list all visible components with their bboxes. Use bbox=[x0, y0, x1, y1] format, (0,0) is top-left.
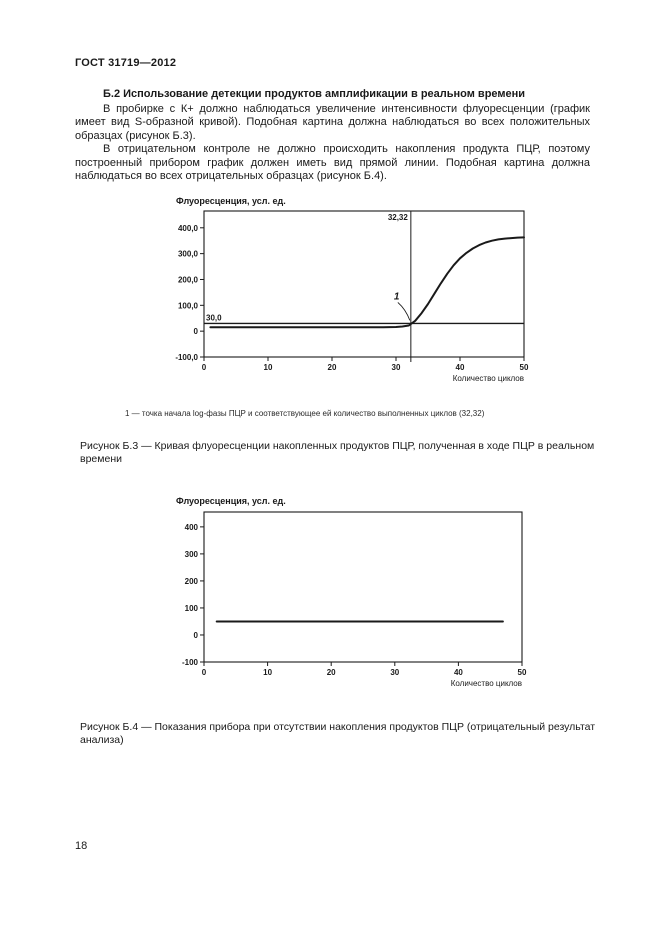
x-tick-label: 30 bbox=[391, 363, 401, 372]
x-tick-label: 20 bbox=[326, 668, 336, 677]
x-tick-label: 0 bbox=[201, 668, 207, 677]
series-fluorescence-positive bbox=[210, 237, 524, 327]
x-tick-label: 50 bbox=[517, 668, 527, 677]
x-tick-label: 10 bbox=[263, 363, 273, 372]
x-tick-label: 30 bbox=[390, 668, 400, 677]
y-tick-label: -100 bbox=[181, 658, 198, 667]
x-tick-label: 10 bbox=[263, 668, 273, 677]
x-tick-label: 20 bbox=[327, 363, 337, 372]
chart-title: Флуоресценция, усл. ед. bbox=[176, 496, 286, 506]
y-tick-label: 400 bbox=[184, 522, 198, 532]
doc-header: ГОСТ 31719—2012 bbox=[75, 57, 177, 69]
y-tick-label: -100,0 bbox=[175, 353, 198, 362]
y-tick-label: 100,0 bbox=[177, 301, 198, 311]
paragraph-positive-samples: В пробирке с К+ должно наблюдаться увеличение интенсивности флуоресценции (график имеет вид S-образной кривой). Подобная картина должна наблюдаться во всех положительных образцах (рисунок Б.3). bbox=[75, 103, 590, 142]
y-tick-label: 0 bbox=[193, 327, 198, 337]
y-tick-label: 400,0 bbox=[177, 223, 198, 233]
body-text bbox=[75, 103, 590, 183]
x-axis-label: Количество циклов bbox=[450, 679, 522, 688]
plot-frame bbox=[204, 211, 524, 357]
y-tick-label: 200 bbox=[184, 576, 198, 586]
plot-frame bbox=[204, 512, 522, 662]
x-tick-label: 40 bbox=[455, 363, 465, 372]
x-axis-label: Количество циклов bbox=[452, 374, 524, 383]
chart-b3-realtime-pcr-curve bbox=[172, 194, 536, 390]
threshold-label: 30,0 bbox=[206, 313, 222, 323]
log-phase-pointer-line bbox=[398, 302, 410, 320]
x-tick-label: 50 bbox=[519, 363, 529, 372]
y-tick-label: 300 bbox=[184, 549, 198, 559]
figure-b3-caption: Рисунок Б.3 — Кривая флуоресценции накопленных продуктов ПЦР, полученная в ходе ПЦР в реальном времени bbox=[80, 440, 595, 465]
ct-label: 32,32 bbox=[387, 213, 408, 222]
y-tick-label: 200,0 bbox=[177, 275, 198, 285]
paragraph-negative-samples: В отрицательном контроле не должно происходить накопления продукта ПЦР, поэтому построенный прибором график должен иметь вид прямой линии. Подобная картина должна наблюдаться во всех отрицательных образцах (рисунок Б.4). bbox=[75, 143, 590, 183]
figure-b3-footnote: 1 — точка начала log-фазы ПЦР и соответствующее ей количество выполненных циклов (32,32) bbox=[125, 409, 485, 418]
figure-b4-caption: Рисунок Б.4 — Показания прибора при отсутствии накопления продуктов ПЦР (отрицательный результат анализа) bbox=[80, 721, 596, 746]
figure-b3 bbox=[172, 194, 536, 390]
chart-b4-negative-result-line bbox=[172, 494, 536, 694]
y-tick-label: 0 bbox=[193, 630, 198, 640]
y-tick-label: 300,0 bbox=[177, 249, 198, 259]
section-heading: Б.2 Использование детекции продуктов амплификации в реальном времени bbox=[103, 88, 526, 100]
page-number: 18 bbox=[75, 840, 88, 852]
y-tick-label: 100 bbox=[184, 603, 198, 613]
x-tick-label: 40 bbox=[453, 668, 463, 677]
chart-title: Флуоресценция, усл. ед. bbox=[176, 196, 286, 206]
log-phase-point-label: 1 bbox=[393, 291, 400, 303]
figure-b4 bbox=[172, 494, 536, 694]
x-tick-label: 0 bbox=[201, 363, 207, 372]
